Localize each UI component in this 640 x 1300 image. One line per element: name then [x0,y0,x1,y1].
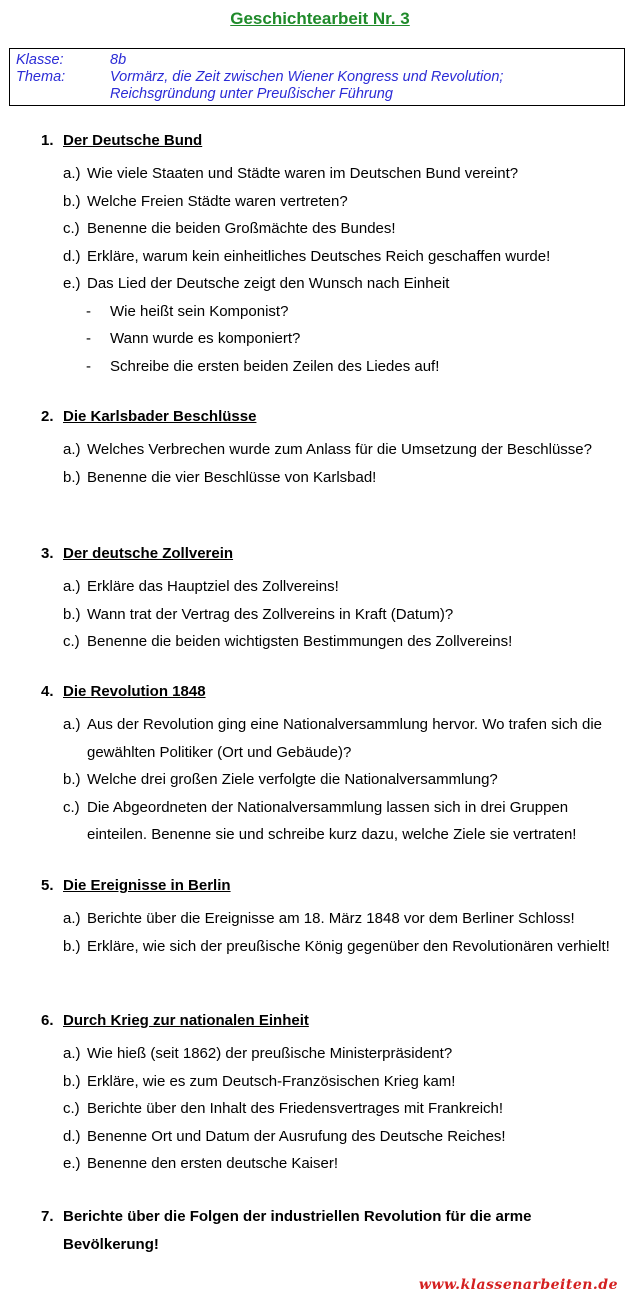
question-title: Die Ereignisse in Berlin [63,877,231,894]
list-item: b.) Erkläre, wie es zum Deutsch-Französischen Krieg kam! [63,1072,456,1090]
question-2 [0,408,640,491]
question-1 [0,132,640,380]
list-item: a.) Wie viele Staaten und Städte waren im Deutschen Bund vereint? [63,165,519,182]
list-item: c.) Benenne die beiden Großmächte des Bundes! [63,220,396,237]
list-item: b.) Wann trat der Vertrag des Zollvereins in Kraft (Datum)? [63,605,454,623]
question-title: Die Revolution 1848 [63,683,206,700]
thema-value-line1: Vormärz, die Zeit zwischen Wiener Kongress und Revolution; [110,69,504,85]
question-5 [0,877,640,960]
thema-row [16,69,624,86]
list-item: a.) Aus der Revolution ging eine Nationalversammlung hervor. Wo trafen sich die gewählten Politiker (Ort und Gebäude)? [63,716,602,761]
question-number: 6. [41,1012,54,1029]
question-title: Berichte über die Folgen der industriellen Revolution für die arme Bevölkerung! [63,1208,532,1253]
dash-item: - Schreibe die ersten beiden Zeilen des Liedes auf! [86,357,440,375]
list-item: b.) Benenne die vier Beschlüsse von Karlsbad! [63,468,377,486]
question-title: Durch Krieg zur nationalen Einheit [63,1012,309,1029]
question-6 [0,1012,640,1178]
thema-row-2 [16,86,624,103]
question-number: 3. [41,545,54,562]
list-item: e.) Das Lied der Deutsche zeigt den Wunsch nach Einheit [63,275,450,292]
question-number: 1. [41,132,54,149]
thema-value-line2: Reichsgründung unter Preußischer Führung [110,86,393,102]
list-item: a.) Berichte über die Ereignisse am 18. März 1848 vor dem Berliner Schloss! [63,910,575,927]
question-title: Der Deutsche Bund [63,132,203,149]
list-item: d.) Benenne Ort und Datum der Ausrufung des Deutsche Reiches! [63,1127,506,1145]
list-item: a.) Wie hieß (seit 1862) der preußische Ministerpräsident? [63,1045,453,1062]
klasse-row [16,52,624,69]
question-4 [0,683,640,849]
list-item: b.) Welche drei großen Ziele verfolgte die Nationalversammlung? [63,771,498,788]
list-item: d.) Erkläre, warum kein einheitliches Deutsches Reich geschaffen wurde! [63,247,551,265]
thema-label: Thema: [16,69,66,85]
klasse-value: 8b [110,52,127,68]
website-watermark: www.klassenarbeiten.de [418,1277,618,1293]
question-number: 2. [41,408,54,425]
list-item: a.) Welches Verbrechen wurde zum Anlass für die Umsetzung der Beschlüsse? [63,441,592,458]
question-title: Die Karlsbader Beschlüsse [63,408,257,425]
klasse-label: Klasse: [16,52,64,68]
info-box [9,48,625,106]
list-item: c.) Berichte über den Inhalt des Friedensvertrages mit Frankreich! [63,1100,504,1117]
question-number: 4. [41,683,54,700]
dash-item: - Wie heißt sein Komponist? [86,302,289,320]
question-number: 7. [41,1208,54,1225]
page-title: Geschichtearbeit Nr. 3 [230,9,410,28]
list-item: a.) Erkläre das Hauptziel des Zollvereins! [63,578,339,595]
question-7 [0,1203,640,1258]
dash-item: - Wann wurde es komponiert? [86,330,301,347]
list-item: c.) Die Abgeordneten der Nationalversammlung lassen sich in drei Gruppen einteilen. Benenne sie und schreibe kurz dazu, welche Ziele sie vertraten! [63,798,577,843]
list-item: b.) Welche Freien Städte waren vertreten? [63,192,348,210]
list-item: c.) Benenne die beiden wichtigsten Bestimmungen des Zollvereins! [63,633,513,650]
question-title: Der deutsche Zollverein [63,545,234,562]
list-item: b.) Erkläre, wie sich der preußische König gegenüber den Revolutionären verhielt! [63,937,610,955]
list-item: e.) Benenne den ersten deutsche Kaiser! [63,1155,339,1172]
question-number: 5. [41,877,54,894]
question-3 [0,545,640,656]
